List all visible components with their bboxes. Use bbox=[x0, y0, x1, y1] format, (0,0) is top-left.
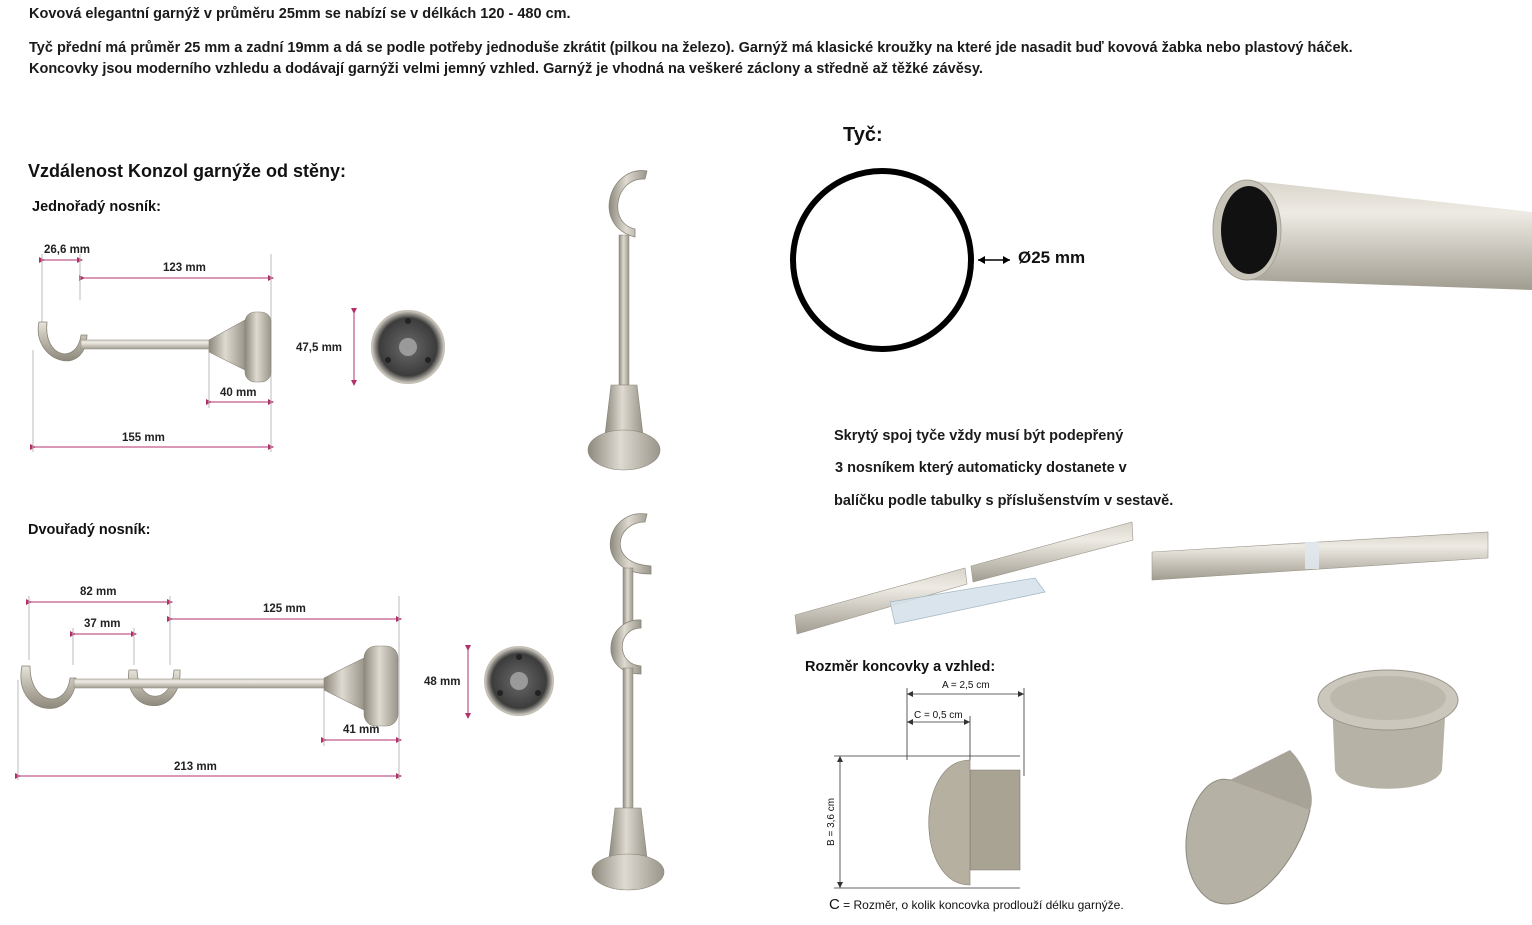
dim-plate: 47,5 mm bbox=[296, 342, 343, 354]
endcap-photo bbox=[1170, 660, 1470, 915]
rod-photo bbox=[1205, 170, 1532, 300]
dim-total: 155 mm bbox=[122, 432, 165, 444]
double-wall-plate bbox=[460, 642, 570, 727]
dim-outer: 82 mm bbox=[80, 586, 117, 598]
single-bracket-label: Jednořadý nosník: bbox=[32, 199, 161, 215]
rod-joint-open-photo bbox=[795, 520, 1135, 640]
endcap-title: Rozměr koncovky a vzhled: bbox=[805, 659, 996, 675]
double-bracket-diagram bbox=[12, 590, 412, 790]
intro-paragraph: Tyč přední má průměr 25 mm a zadní 19mm a dá se podle potřeby jednoduše zkrátit (pilkou na železo). Garnýž má klasické kroužky na které jde nasadit buď kovová žabka nebo plastový háček. Koncovky jsou moderního vzhledu a dodávají garnýži velmi jemný vzhled. Garnýž je vhodná na veškeré záclony a středně až těžké závěsy. bbox=[29, 40, 1353, 77]
rod-cross-section bbox=[788, 166, 1028, 356]
rod-joint-closed-photo bbox=[1150, 528, 1490, 588]
brackets-title: Vzdálenost Konzol garnýže od stěny: bbox=[28, 161, 347, 181]
endcap-caption-letter: C bbox=[829, 896, 840, 913]
dim-base-double: 41 mm bbox=[343, 724, 380, 736]
endcap-dim-b: B = 3,6 cm bbox=[826, 797, 837, 846]
joint-note-line-3: balíčku podle tabulky s příslušenstvím v sestavě. bbox=[834, 493, 1174, 509]
dim-arm-double: 125 mm bbox=[263, 603, 306, 615]
endcap-caption bbox=[829, 896, 1124, 913]
dim-hook: 26,6 mm bbox=[44, 244, 91, 256]
joint-note-line-2: 3 nosníkem který automaticky dostanete v bbox=[835, 460, 1127, 476]
double-bracket-front bbox=[585, 508, 675, 893]
dim-plate-double: 48 mm bbox=[424, 676, 461, 688]
endcap-dim-c: C = 0,5 cm bbox=[914, 710, 963, 721]
dim-base: 40 mm bbox=[220, 387, 257, 399]
double-bracket-label: Dvouřadý nosník: bbox=[28, 522, 151, 538]
intro-line-1: Kovová elegantní garnýž v průměru 25mm se nabízí se v délkách 120 - 480 cm. bbox=[29, 6, 571, 22]
dim-inner: 37 mm bbox=[84, 618, 121, 630]
rod-diameter: Ø25 mm bbox=[1018, 248, 1086, 267]
joint-note-line-1: Skrytý spoj tyče vždy musí být podepřený bbox=[834, 428, 1124, 444]
single-bracket-diagram bbox=[25, 240, 285, 460]
endcap-dim-a: A = 2,5 cm bbox=[942, 680, 990, 691]
dim-arm: 123 mm bbox=[163, 262, 206, 274]
dim-total-double: 213 mm bbox=[174, 761, 217, 773]
endcap-caption-text: = Rozměr, o kolik koncovka prodlouží délku garnýže. bbox=[839, 898, 1124, 912]
single-wall-plate bbox=[345, 305, 455, 390]
single-bracket-front bbox=[585, 165, 675, 477]
rod-title: Tyč: bbox=[843, 124, 883, 146]
